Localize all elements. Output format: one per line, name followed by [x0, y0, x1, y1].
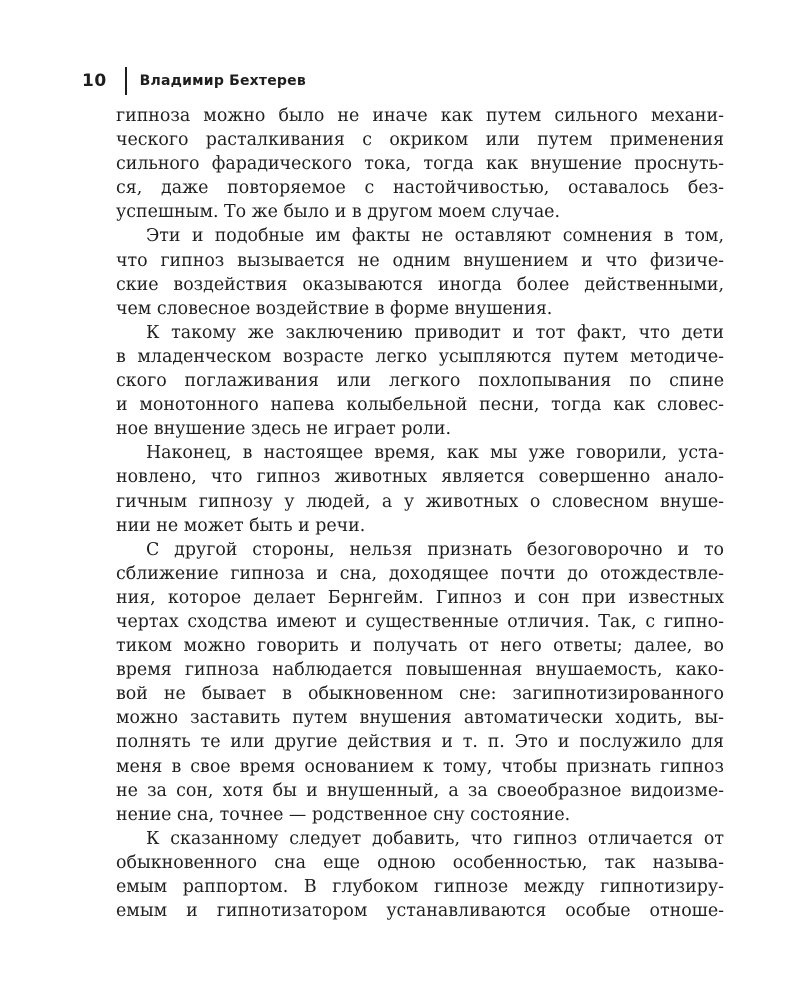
header-divider	[125, 67, 127, 95]
text-line: тиком можно говорить и получать от него ответы; далее, во	[116, 636, 724, 657]
text-line: сближение гипноза и сна, доходящее почти до отождествле-	[116, 563, 724, 584]
body-text	[116, 104, 724, 923]
text-line: успешным. То же было и в другом моем случае.	[116, 202, 561, 223]
text-line: К сказанному следует добавить, что гипноз отличается от	[146, 828, 724, 849]
text-line: ния, которое делает Бернгейм. Гипноз и сон при известных	[116, 587, 724, 608]
text-line: чертах сходства имеют и существенные отличия. Так, с гипно-	[116, 611, 724, 632]
text-line: ческого расталкивания с окриком или путем применения	[116, 130, 724, 151]
text-line: вой не бывает в обыкновенном сне: загипнотизированного	[116, 684, 724, 705]
paragraph	[116, 441, 724, 537]
paragraph	[116, 224, 724, 320]
text-line: С другой стороны, нельзя признать безоговорочно и то	[146, 539, 724, 560]
text-line: емым раппортом. В глубоком гипнозе между гипнотизиру-	[116, 877, 724, 897]
text-line: нение сна, точнее — родственное сну состояние.	[116, 804, 571, 825]
text-line: ские воздействия оказываются иногда более действенными,	[116, 274, 724, 295]
text-line: гичным гипнозу у людей, а у животных о словесном внуше-	[116, 491, 724, 512]
text-line: обыкновенного сна еще одною особенностью, так называ-	[116, 852, 724, 873]
book-author: Владимир Бехтерев	[139, 73, 306, 89]
text-line: в младенческом возрасте легко усыпляются путем методиче-	[116, 346, 724, 367]
text-line: К такому же заключению приводит и тот факт, что дети	[146, 322, 724, 343]
text-line: ского поглаживания или легкого похлопывания по спине	[116, 371, 724, 392]
text-line: время гипноза наблюдается повышенная внушаемость, како-	[116, 660, 724, 681]
text-line: гипноза можно было не иначе как путем сильного механи-	[116, 106, 724, 126]
text-line: Наконец, в настоящее время, как мы уже говорили, уста-	[146, 443, 724, 464]
text-line: меня в свое время основанием к тому, чтобы признать гипноз	[116, 756, 724, 777]
paragraph	[116, 827, 724, 923]
text-line: не за сон, хотя бы и внушенный, а за своеобразное видоизме-	[116, 780, 724, 801]
running-head	[82, 66, 306, 96]
paragraph	[116, 538, 724, 827]
paragraph	[116, 321, 724, 441]
text-line: ное внушение здесь не играет роли.	[116, 419, 451, 440]
text-line: полнять те или другие действия и т. п. Это и послужило для	[116, 732, 724, 753]
text-line: и монотонного напева колыбельной песни, тогда как словес-	[116, 395, 724, 416]
text-line: Эти и подобные им факты не оставляют сомнения в том,	[146, 226, 724, 247]
text-line: новлено, что гипноз животных является совершенно анало-	[116, 467, 724, 488]
text-line: ся, даже повторяемое с настойчивостью, оставалось без-	[116, 178, 724, 199]
text-line: что гипноз вызывается не одним внушением и что физиче-	[116, 250, 724, 271]
text-line: можно заставить путем внушения автоматически ходить, вы-	[116, 708, 724, 729]
text-line: чем словесное воздействие в форме внушения.	[116, 298, 553, 319]
text-line: сильного фарадического тока, тогда как внушение проснуть-	[116, 154, 724, 175]
paragraph	[116, 104, 724, 224]
page-number: 10	[82, 71, 107, 91]
text-line: емым и гипнотизатором устанавливаются особые отноше-	[116, 901, 724, 922]
text-line: нии не может быть и речи.	[116, 515, 366, 536]
